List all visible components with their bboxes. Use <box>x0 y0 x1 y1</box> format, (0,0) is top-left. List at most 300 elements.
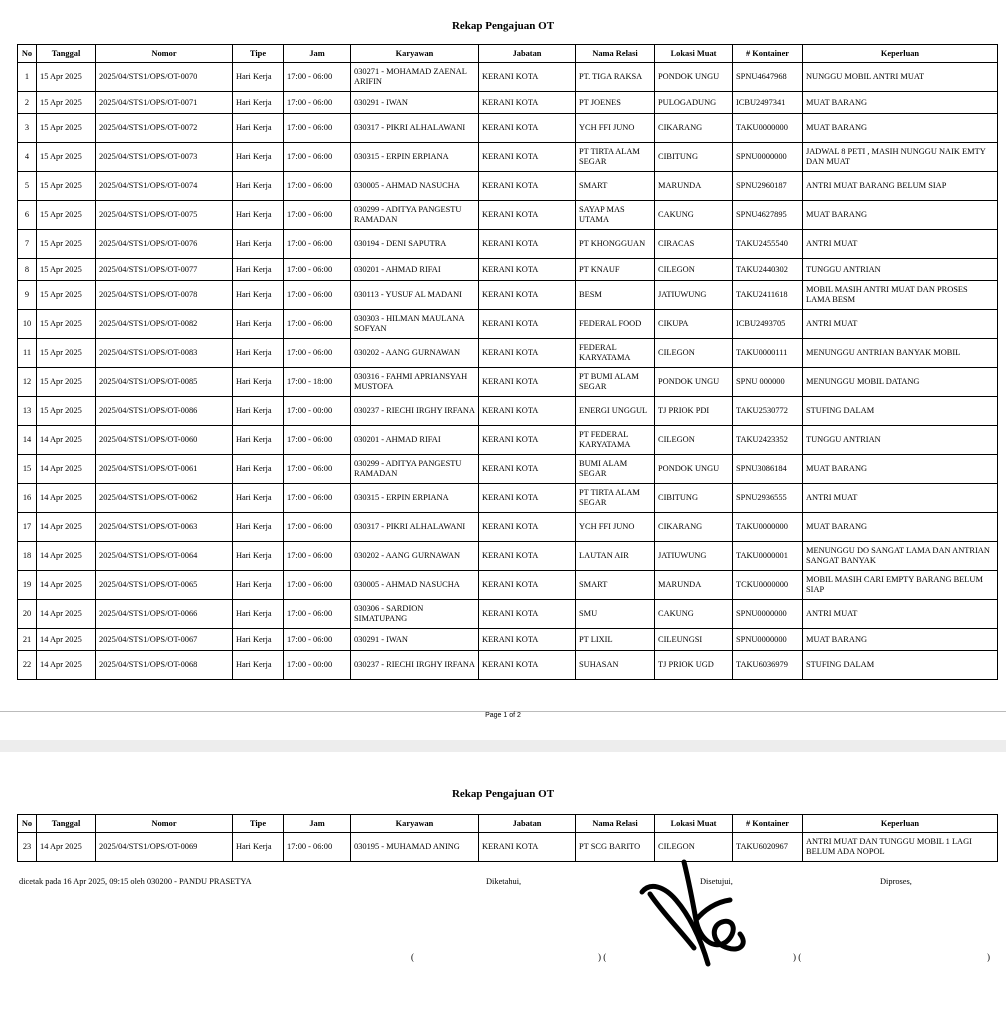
cell-kontainer: TAKU0000000 <box>733 513 803 542</box>
cell-lokasi: PONDOK UNGU <box>655 455 733 484</box>
cell-jabatan: KERANI KOTA <box>479 230 576 259</box>
cell-jam: 17:00 - 06:00 <box>284 629 351 651</box>
cell-tipe: Hari Kerja <box>233 63 284 92</box>
cell-nomor: 2025/04/STS1/OPS/OT-0069 <box>96 833 233 862</box>
cell-lokasi: CAKUNG <box>655 600 733 629</box>
cell-keperluan: MENUNGGU ANTRIAN BANYAK MOBIL <box>803 339 998 368</box>
cell-jam: 17:00 - 06:00 <box>284 484 351 513</box>
col-header-jabatan: Jabatan <box>479 815 576 833</box>
cell-nomor: 2025/04/STS1/OPS/OT-0078 <box>96 281 233 310</box>
cell-relasi: PT LIXIL <box>576 629 655 651</box>
cell-jam: 17:00 - 06:00 <box>284 114 351 143</box>
cell-nomor: 2025/04/STS1/OPS/OT-0082 <box>96 310 233 339</box>
table-row <box>18 201 998 230</box>
cell-karyawan: 030113 - YUSUF AL MADANI <box>351 281 479 310</box>
cell-relasi: FEDERAL FOOD <box>576 310 655 339</box>
col-header-relasi: Nama Relasi <box>576 815 655 833</box>
cell-jam: 17:00 - 06:00 <box>284 143 351 172</box>
cell-lokasi: MARUNDA <box>655 571 733 600</box>
cell-tanggal: 15 Apr 2025 <box>37 201 96 230</box>
table-row <box>18 281 998 310</box>
printed-by-note: dicetak pada 16 Apr 2025, 09:15 oleh 030200 - PANDU PRASETYA <box>19 877 252 886</box>
cell-relasi: PT. TIGA RAKSA <box>576 63 655 92</box>
cell-karyawan: 030005 - AHMAD NASUCHA <box>351 571 479 600</box>
col-header-tipe: Tipe <box>233 45 284 63</box>
cell-kontainer: SPNU0000000 <box>733 600 803 629</box>
cell-no: 4 <box>18 143 37 172</box>
cell-tanggal: 14 Apr 2025 <box>37 542 96 571</box>
cell-jabatan: KERANI KOTA <box>479 629 576 651</box>
cell-nomor: 2025/04/STS1/OPS/OT-0063 <box>96 513 233 542</box>
cell-nomor: 2025/04/STS1/OPS/OT-0064 <box>96 542 233 571</box>
cell-keperluan: NUNGGU MOBIL ANTRI MUAT <box>803 63 998 92</box>
cell-kontainer: ICBU2493705 <box>733 310 803 339</box>
cell-karyawan: 030306 - SARDION SIMATUPANG <box>351 600 479 629</box>
col-header-kontainer: # Kontainer <box>733 815 803 833</box>
col-header-tipe: Tipe <box>233 815 284 833</box>
cell-tipe: Hari Kerja <box>233 339 284 368</box>
cell-karyawan: 030299 - ADITYA PANGESTU RAMADAN <box>351 455 479 484</box>
cell-tipe: Hari Kerja <box>233 484 284 513</box>
cell-nomor: 2025/04/STS1/OPS/OT-0073 <box>96 143 233 172</box>
signature-bracket: ) ( <box>598 952 607 962</box>
cell-no: 21 <box>18 629 37 651</box>
cell-no: 18 <box>18 542 37 571</box>
cell-kontainer: ICBU2497341 <box>733 92 803 114</box>
cell-kontainer: SPNU0000000 <box>733 629 803 651</box>
cell-no: 9 <box>18 281 37 310</box>
cell-jabatan: KERANI KOTA <box>479 63 576 92</box>
col-header-jam: Jam <box>284 815 351 833</box>
cell-jabatan: KERANI KOTA <box>479 484 576 513</box>
cell-no: 3 <box>18 114 37 143</box>
cell-karyawan: 030201 - AHMAD RIFAI <box>351 259 479 281</box>
table-row <box>18 114 998 143</box>
cell-kontainer: TAKU0000111 <box>733 339 803 368</box>
signature-bracket: ) <box>987 952 990 962</box>
col-header-kontainer: # Kontainer <box>733 45 803 63</box>
cell-jabatan: KERANI KOTA <box>479 542 576 571</box>
cell-lokasi: MARUNDA <box>655 172 733 201</box>
cell-jabatan: KERANI KOTA <box>479 339 576 368</box>
cell-no: 14 <box>18 426 37 455</box>
col-header-jam: Jam <box>284 45 351 63</box>
cell-tanggal: 15 Apr 2025 <box>37 172 96 201</box>
cell-tipe: Hari Kerja <box>233 571 284 600</box>
cell-relasi: YCH FFI JUNO <box>576 513 655 542</box>
cell-keperluan: MOBIL MASIH CARI EMPTY BARANG BELUM SIAP <box>803 571 998 600</box>
cell-tanggal: 15 Apr 2025 <box>37 281 96 310</box>
table-row <box>18 600 998 629</box>
cell-relasi: PT KHONGGUAN <box>576 230 655 259</box>
cell-keperluan: MUAT BARANG <box>803 201 998 230</box>
cell-keperluan: STUFING DALAM <box>803 651 998 680</box>
cell-lokasi: JATIUWUNG <box>655 281 733 310</box>
table-row <box>18 513 998 542</box>
cell-tipe: Hari Kerja <box>233 92 284 114</box>
cell-jam: 17:00 - 06:00 <box>284 201 351 230</box>
overtime-table-continued <box>17 814 998 862</box>
col-header-no: No <box>18 45 37 63</box>
table-row <box>18 310 998 339</box>
cell-jam: 17:00 - 06:00 <box>284 426 351 455</box>
cell-tipe: Hari Kerja <box>233 542 284 571</box>
table-row <box>18 172 998 201</box>
cell-jam: 17:00 - 06:00 <box>284 63 351 92</box>
processed-by-label: Diproses, <box>880 877 912 886</box>
cell-jabatan: KERANI KOTA <box>479 310 576 339</box>
col-header-relasi: Nama Relasi <box>576 45 655 63</box>
cell-no: 13 <box>18 397 37 426</box>
cell-karyawan: 030303 - HILMAN MAULANA SOFYAN <box>351 310 479 339</box>
col-header-jabatan: Jabatan <box>479 45 576 63</box>
cell-kontainer: SPNU4647968 <box>733 63 803 92</box>
cell-tipe: Hari Kerja <box>233 397 284 426</box>
cell-relasi: PT FEDERAL KARYATAMA <box>576 426 655 455</box>
cell-no: 22 <box>18 651 37 680</box>
cell-kontainer: SPNU2960187 <box>733 172 803 201</box>
cell-karyawan: 030271 - MOHAMAD ZAENAL ARIFIN <box>351 63 479 92</box>
table-row <box>18 833 998 862</box>
cell-no: 2 <box>18 92 37 114</box>
cell-nomor: 2025/04/STS1/OPS/OT-0083 <box>96 339 233 368</box>
col-header-tanggal: Tanggal <box>37 815 96 833</box>
table-row <box>18 143 998 172</box>
cell-karyawan: 030299 - ADITYA PANGESTU RAMADAN <box>351 201 479 230</box>
cell-tipe: Hari Kerja <box>233 455 284 484</box>
cell-no: 16 <box>18 484 37 513</box>
cell-kontainer: TAKU2423352 <box>733 426 803 455</box>
table-row <box>18 92 998 114</box>
cell-relasi: ENERGI UNGGUL <box>576 397 655 426</box>
table-row <box>18 397 998 426</box>
cell-jam: 17:00 - 06:00 <box>284 571 351 600</box>
cell-relasi: YCH FFI JUNO <box>576 114 655 143</box>
cell-lokasi: CILEGON <box>655 833 733 862</box>
cell-jabatan: KERANI KOTA <box>479 281 576 310</box>
cell-karyawan: 030005 - AHMAD NASUCHA <box>351 172 479 201</box>
cell-keperluan: ANTRI MUAT DAN TUNGGU MOBIL 1 LAGI BELUM ADA NOPOL <box>803 833 998 862</box>
cell-nomor: 2025/04/STS1/OPS/OT-0068 <box>96 651 233 680</box>
cell-lokasi: TJ PRIOK PDI <box>655 397 733 426</box>
cell-tipe: Hari Kerja <box>233 513 284 542</box>
table-row <box>18 368 998 397</box>
cell-keperluan: TUNGGU ANTRIAN <box>803 259 998 281</box>
cell-nomor: 2025/04/STS1/OPS/OT-0067 <box>96 629 233 651</box>
cell-kontainer: TAKU2455540 <box>733 230 803 259</box>
cell-keperluan: MUAT BARANG <box>803 629 998 651</box>
cell-karyawan: 030317 - PIKRI ALHALAWANI <box>351 114 479 143</box>
cell-tipe: Hari Kerja <box>233 143 284 172</box>
cell-no: 12 <box>18 368 37 397</box>
cell-no: 10 <box>18 310 37 339</box>
cell-jam: 17:00 - 06:00 <box>284 281 351 310</box>
cell-tipe: Hari Kerja <box>233 426 284 455</box>
cell-no: 5 <box>18 172 37 201</box>
cell-kontainer: TAKU2530772 <box>733 397 803 426</box>
cell-kontainer: SPNU 000000 <box>733 368 803 397</box>
col-header-nomor: Nomor <box>96 815 233 833</box>
cell-tipe: Hari Kerja <box>233 368 284 397</box>
table-row <box>18 230 998 259</box>
cell-nomor: 2025/04/STS1/OPS/OT-0075 <box>96 201 233 230</box>
cell-no: 8 <box>18 259 37 281</box>
cell-tanggal: 15 Apr 2025 <box>37 368 96 397</box>
handwritten-signature <box>630 852 760 982</box>
cell-relasi: SUHASAN <box>576 651 655 680</box>
table-row <box>18 629 998 651</box>
cell-nomor: 2025/04/STS1/OPS/OT-0070 <box>96 63 233 92</box>
table-row <box>18 426 998 455</box>
cell-lokasi: PULOGADUNG <box>655 92 733 114</box>
cell-keperluan: ANTRI MUAT <box>803 600 998 629</box>
cell-nomor: 2025/04/STS1/OPS/OT-0071 <box>96 92 233 114</box>
cell-relasi: PT KNAUF <box>576 259 655 281</box>
cell-nomor: 2025/04/STS1/OPS/OT-0062 <box>96 484 233 513</box>
cell-relasi: SAYAP MAS UTAMA <box>576 201 655 230</box>
cell-lokasi: JATIUWUNG <box>655 542 733 571</box>
cell-karyawan: 030195 - MUHAMAD ANING <box>351 833 479 862</box>
cell-no: 17 <box>18 513 37 542</box>
cell-karyawan: 030291 - IWAN <box>351 629 479 651</box>
cell-tanggal: 14 Apr 2025 <box>37 426 96 455</box>
cell-relasi: SMART <box>576 172 655 201</box>
cell-jabatan: KERANI KOTA <box>479 397 576 426</box>
cell-tanggal: 15 Apr 2025 <box>37 339 96 368</box>
table-row <box>18 63 998 92</box>
table-row <box>18 455 998 484</box>
cell-keperluan: MENUNGGU DO SANGAT LAMA DAN ANTRIAN SANGAT BANYAK <box>803 542 998 571</box>
cell-jam: 17:00 - 06:00 <box>284 259 351 281</box>
cell-karyawan: 030194 - DENI SAPUTRA <box>351 230 479 259</box>
cell-tanggal: 14 Apr 2025 <box>37 600 96 629</box>
cell-kontainer: TAKU2411618 <box>733 281 803 310</box>
table-row <box>18 339 998 368</box>
cell-relasi: FEDERAL KARYATAMA <box>576 339 655 368</box>
cell-jabatan: KERANI KOTA <box>479 571 576 600</box>
cell-relasi: BESM <box>576 281 655 310</box>
cell-nomor: 2025/04/STS1/OPS/OT-0072 <box>96 114 233 143</box>
cell-no: 23 <box>18 833 37 862</box>
cell-tanggal: 14 Apr 2025 <box>37 484 96 513</box>
cell-keperluan: STUFING DALAM <box>803 397 998 426</box>
cell-nomor: 2025/04/STS1/OPS/OT-0085 <box>96 368 233 397</box>
signature-bracket: ) ( <box>793 952 802 962</box>
cell-jabatan: KERANI KOTA <box>479 368 576 397</box>
cell-jabatan: KERANI KOTA <box>479 92 576 114</box>
col-header-lokasi: Lokasi Muat <box>655 45 733 63</box>
cell-tanggal: 15 Apr 2025 <box>37 397 96 426</box>
cell-jam: 17:00 - 06:00 <box>284 172 351 201</box>
cell-jabatan: KERANI KOTA <box>479 833 576 862</box>
cell-lokasi: CILEGON <box>655 426 733 455</box>
cell-kontainer: TAKU6036979 <box>733 651 803 680</box>
cell-karyawan: 030201 - AHMAD RIFAI <box>351 426 479 455</box>
cell-jabatan: KERANI KOTA <box>479 172 576 201</box>
cell-keperluan: MUAT BARANG <box>803 114 998 143</box>
cell-karyawan: 030237 - RIECHI IRGHY IRFANA <box>351 397 479 426</box>
table-row <box>18 259 998 281</box>
cell-kontainer: TAKU0000001 <box>733 542 803 571</box>
cell-kontainer: SPNU0000000 <box>733 143 803 172</box>
approved-by-label: Disetujui, <box>700 877 733 886</box>
cell-jabatan: KERANI KOTA <box>479 143 576 172</box>
cell-jabatan: KERANI KOTA <box>479 201 576 230</box>
cell-karyawan: 030317 - PIKRI ALHALAWANI <box>351 513 479 542</box>
col-header-nomor: Nomor <box>96 45 233 63</box>
cell-tipe: Hari Kerja <box>233 230 284 259</box>
cell-keperluan: MOBIL MASIH ANTRI MUAT DAN PROSES LAMA BESM <box>803 281 998 310</box>
cell-tipe: Hari Kerja <box>233 310 284 339</box>
cell-jabatan: KERANI KOTA <box>479 513 576 542</box>
cell-tipe: Hari Kerja <box>233 281 284 310</box>
cell-karyawan: 030316 - FAHMI APRIANSYAH MUSTOFA <box>351 368 479 397</box>
cell-tipe: Hari Kerja <box>233 833 284 862</box>
cell-jabatan: KERANI KOTA <box>479 114 576 143</box>
cell-no: 19 <box>18 571 37 600</box>
cell-relasi: PT TIRTA ALAM SEGAR <box>576 484 655 513</box>
cell-lokasi: CAKUNG <box>655 201 733 230</box>
cell-no: 11 <box>18 339 37 368</box>
known-by-label: Diketahui, <box>486 877 522 886</box>
cell-nomor: 2025/04/STS1/OPS/OT-0066 <box>96 600 233 629</box>
cell-no: 6 <box>18 201 37 230</box>
cell-nomor: 2025/04/STS1/OPS/OT-0076 <box>96 230 233 259</box>
cell-lokasi: CIRACAS <box>655 230 733 259</box>
cell-relasi: BUMI ALAM SEGAR <box>576 455 655 484</box>
cell-tanggal: 14 Apr 2025 <box>37 455 96 484</box>
cell-no: 20 <box>18 600 37 629</box>
cell-lokasi: TJ PRIOK UGD <box>655 651 733 680</box>
col-header-keperluan: Keperluan <box>803 815 998 833</box>
signature-bracket: ( <box>411 952 414 962</box>
cell-kontainer: TAKU0000000 <box>733 114 803 143</box>
cell-tipe: Hari Kerja <box>233 201 284 230</box>
cell-jabatan: KERANI KOTA <box>479 600 576 629</box>
col-header-no: No <box>18 815 37 833</box>
cell-lokasi: CIBITUNG <box>655 143 733 172</box>
cell-relasi: LAUTAN AIR <box>576 542 655 571</box>
cell-jam: 17:00 - 06:00 <box>284 455 351 484</box>
cell-keperluan: MENUNGGU MOBIL DATANG <box>803 368 998 397</box>
cell-nomor: 2025/04/STS1/OPS/OT-0061 <box>96 455 233 484</box>
cell-tanggal: 15 Apr 2025 <box>37 310 96 339</box>
col-header-lokasi: Lokasi Muat <box>655 815 733 833</box>
cell-keperluan: ANTRI MUAT <box>803 310 998 339</box>
cell-lokasi: CIKARANG <box>655 513 733 542</box>
cell-tipe: Hari Kerja <box>233 114 284 143</box>
cell-nomor: 2025/04/STS1/OPS/OT-0074 <box>96 172 233 201</box>
cell-tanggal: 15 Apr 2025 <box>37 63 96 92</box>
cell-karyawan: 030315 - ERPIN ERPIANA <box>351 484 479 513</box>
cell-jam: 17:00 - 06:00 <box>284 92 351 114</box>
cell-nomor: 2025/04/STS1/OPS/OT-0060 <box>96 426 233 455</box>
table-header-row <box>18 45 998 63</box>
cell-kontainer: TCKU0000000 <box>733 571 803 600</box>
cell-keperluan: MUAT BARANG <box>803 513 998 542</box>
cell-keperluan: MUAT BARANG <box>803 92 998 114</box>
page-number: Page 1 of 2 <box>485 712 521 719</box>
table-row <box>18 651 998 680</box>
cell-karyawan: 030202 - AANG GURNAWAN <box>351 542 479 571</box>
cell-kontainer: SPNU2936555 <box>733 484 803 513</box>
cell-lokasi: CILEGON <box>655 259 733 281</box>
cell-tanggal: 15 Apr 2025 <box>37 92 96 114</box>
cell-jabatan: KERANI KOTA <box>479 455 576 484</box>
cell-keperluan: MUAT BARANG <box>803 455 998 484</box>
cell-jam: 17:00 - 06:00 <box>284 310 351 339</box>
cell-relasi: PT TIRTA ALAM SEGAR <box>576 143 655 172</box>
cell-lokasi: PONDOK UNGU <box>655 368 733 397</box>
cell-jam: 17:00 - 06:00 <box>284 600 351 629</box>
cell-jabatan: KERANI KOTA <box>479 426 576 455</box>
cell-lokasi: CIBITUNG <box>655 484 733 513</box>
cell-tanggal: 14 Apr 2025 <box>37 833 96 862</box>
cell-kontainer: SPNU4627895 <box>733 201 803 230</box>
cell-nomor: 2025/04/STS1/OPS/OT-0065 <box>96 571 233 600</box>
table-header-row <box>18 815 998 833</box>
cell-karyawan: 030237 - RIECHI IRGHY IRFANA <box>351 651 479 680</box>
cell-jam: 17:00 - 00:00 <box>284 651 351 680</box>
cell-lokasi: CIKUPA <box>655 310 733 339</box>
table-row <box>18 484 998 513</box>
cell-tanggal: 14 Apr 2025 <box>37 651 96 680</box>
cell-karyawan: 030315 - ERPIN ERPIANA <box>351 143 479 172</box>
cell-relasi: SMU <box>576 600 655 629</box>
cell-lokasi: CILEGON <box>655 339 733 368</box>
cell-lokasi: CILEUNGSI <box>655 629 733 651</box>
cell-relasi: PT SCG BARITO <box>576 833 655 862</box>
cell-keperluan: ANTRI MUAT <box>803 484 998 513</box>
cell-relasi: PT JOENES <box>576 92 655 114</box>
cell-tipe: Hari Kerja <box>233 172 284 201</box>
cell-karyawan: 030291 - IWAN <box>351 92 479 114</box>
cell-tanggal: 14 Apr 2025 <box>37 513 96 542</box>
cell-lokasi: CIKARANG <box>655 114 733 143</box>
cell-jam: 17:00 - 06:00 <box>284 230 351 259</box>
cell-tanggal: 14 Apr 2025 <box>37 571 96 600</box>
cell-lokasi: PONDOK UNGU <box>655 63 733 92</box>
cell-jam: 17:00 - 06:00 <box>284 542 351 571</box>
cell-kontainer: TAKU6020967 <box>733 833 803 862</box>
cell-keperluan: JADWAL 8 PETI , MASIH NUNGGU NAIK EMTY DAN MUAT <box>803 143 998 172</box>
table-row <box>18 542 998 571</box>
cell-kontainer: TAKU2440302 <box>733 259 803 281</box>
col-header-karyawan: Karyawan <box>351 45 479 63</box>
overtime-table <box>17 44 998 680</box>
col-header-tanggal: Tanggal <box>37 45 96 63</box>
cell-jam: 17:00 - 06:00 <box>284 513 351 542</box>
cell-nomor: 2025/04/STS1/OPS/OT-0086 <box>96 397 233 426</box>
cell-relasi: PT BUMI ALAM SEGAR <box>576 368 655 397</box>
page-gap <box>0 740 1006 752</box>
report-page-2 <box>0 752 1006 1024</box>
cell-tanggal: 15 Apr 2025 <box>37 143 96 172</box>
cell-jam: 17:00 - 00:00 <box>284 397 351 426</box>
cell-jabatan: KERANI KOTA <box>479 259 576 281</box>
cell-kontainer: SPNU3086184 <box>733 455 803 484</box>
cell-keperluan: ANTRI MUAT BARANG BELUM SIAP <box>803 172 998 201</box>
cell-tipe: Hari Kerja <box>233 651 284 680</box>
report-title: Rekap Pengajuan OT <box>451 20 555 32</box>
table-row <box>18 571 998 600</box>
cell-tanggal: 15 Apr 2025 <box>37 114 96 143</box>
cell-tipe: Hari Kerja <box>233 259 284 281</box>
cell-tanggal: 15 Apr 2025 <box>37 259 96 281</box>
cell-tanggal: 14 Apr 2025 <box>37 629 96 651</box>
cell-jabatan: KERANI KOTA <box>479 651 576 680</box>
cell-keperluan: ANTRI MUAT <box>803 230 998 259</box>
